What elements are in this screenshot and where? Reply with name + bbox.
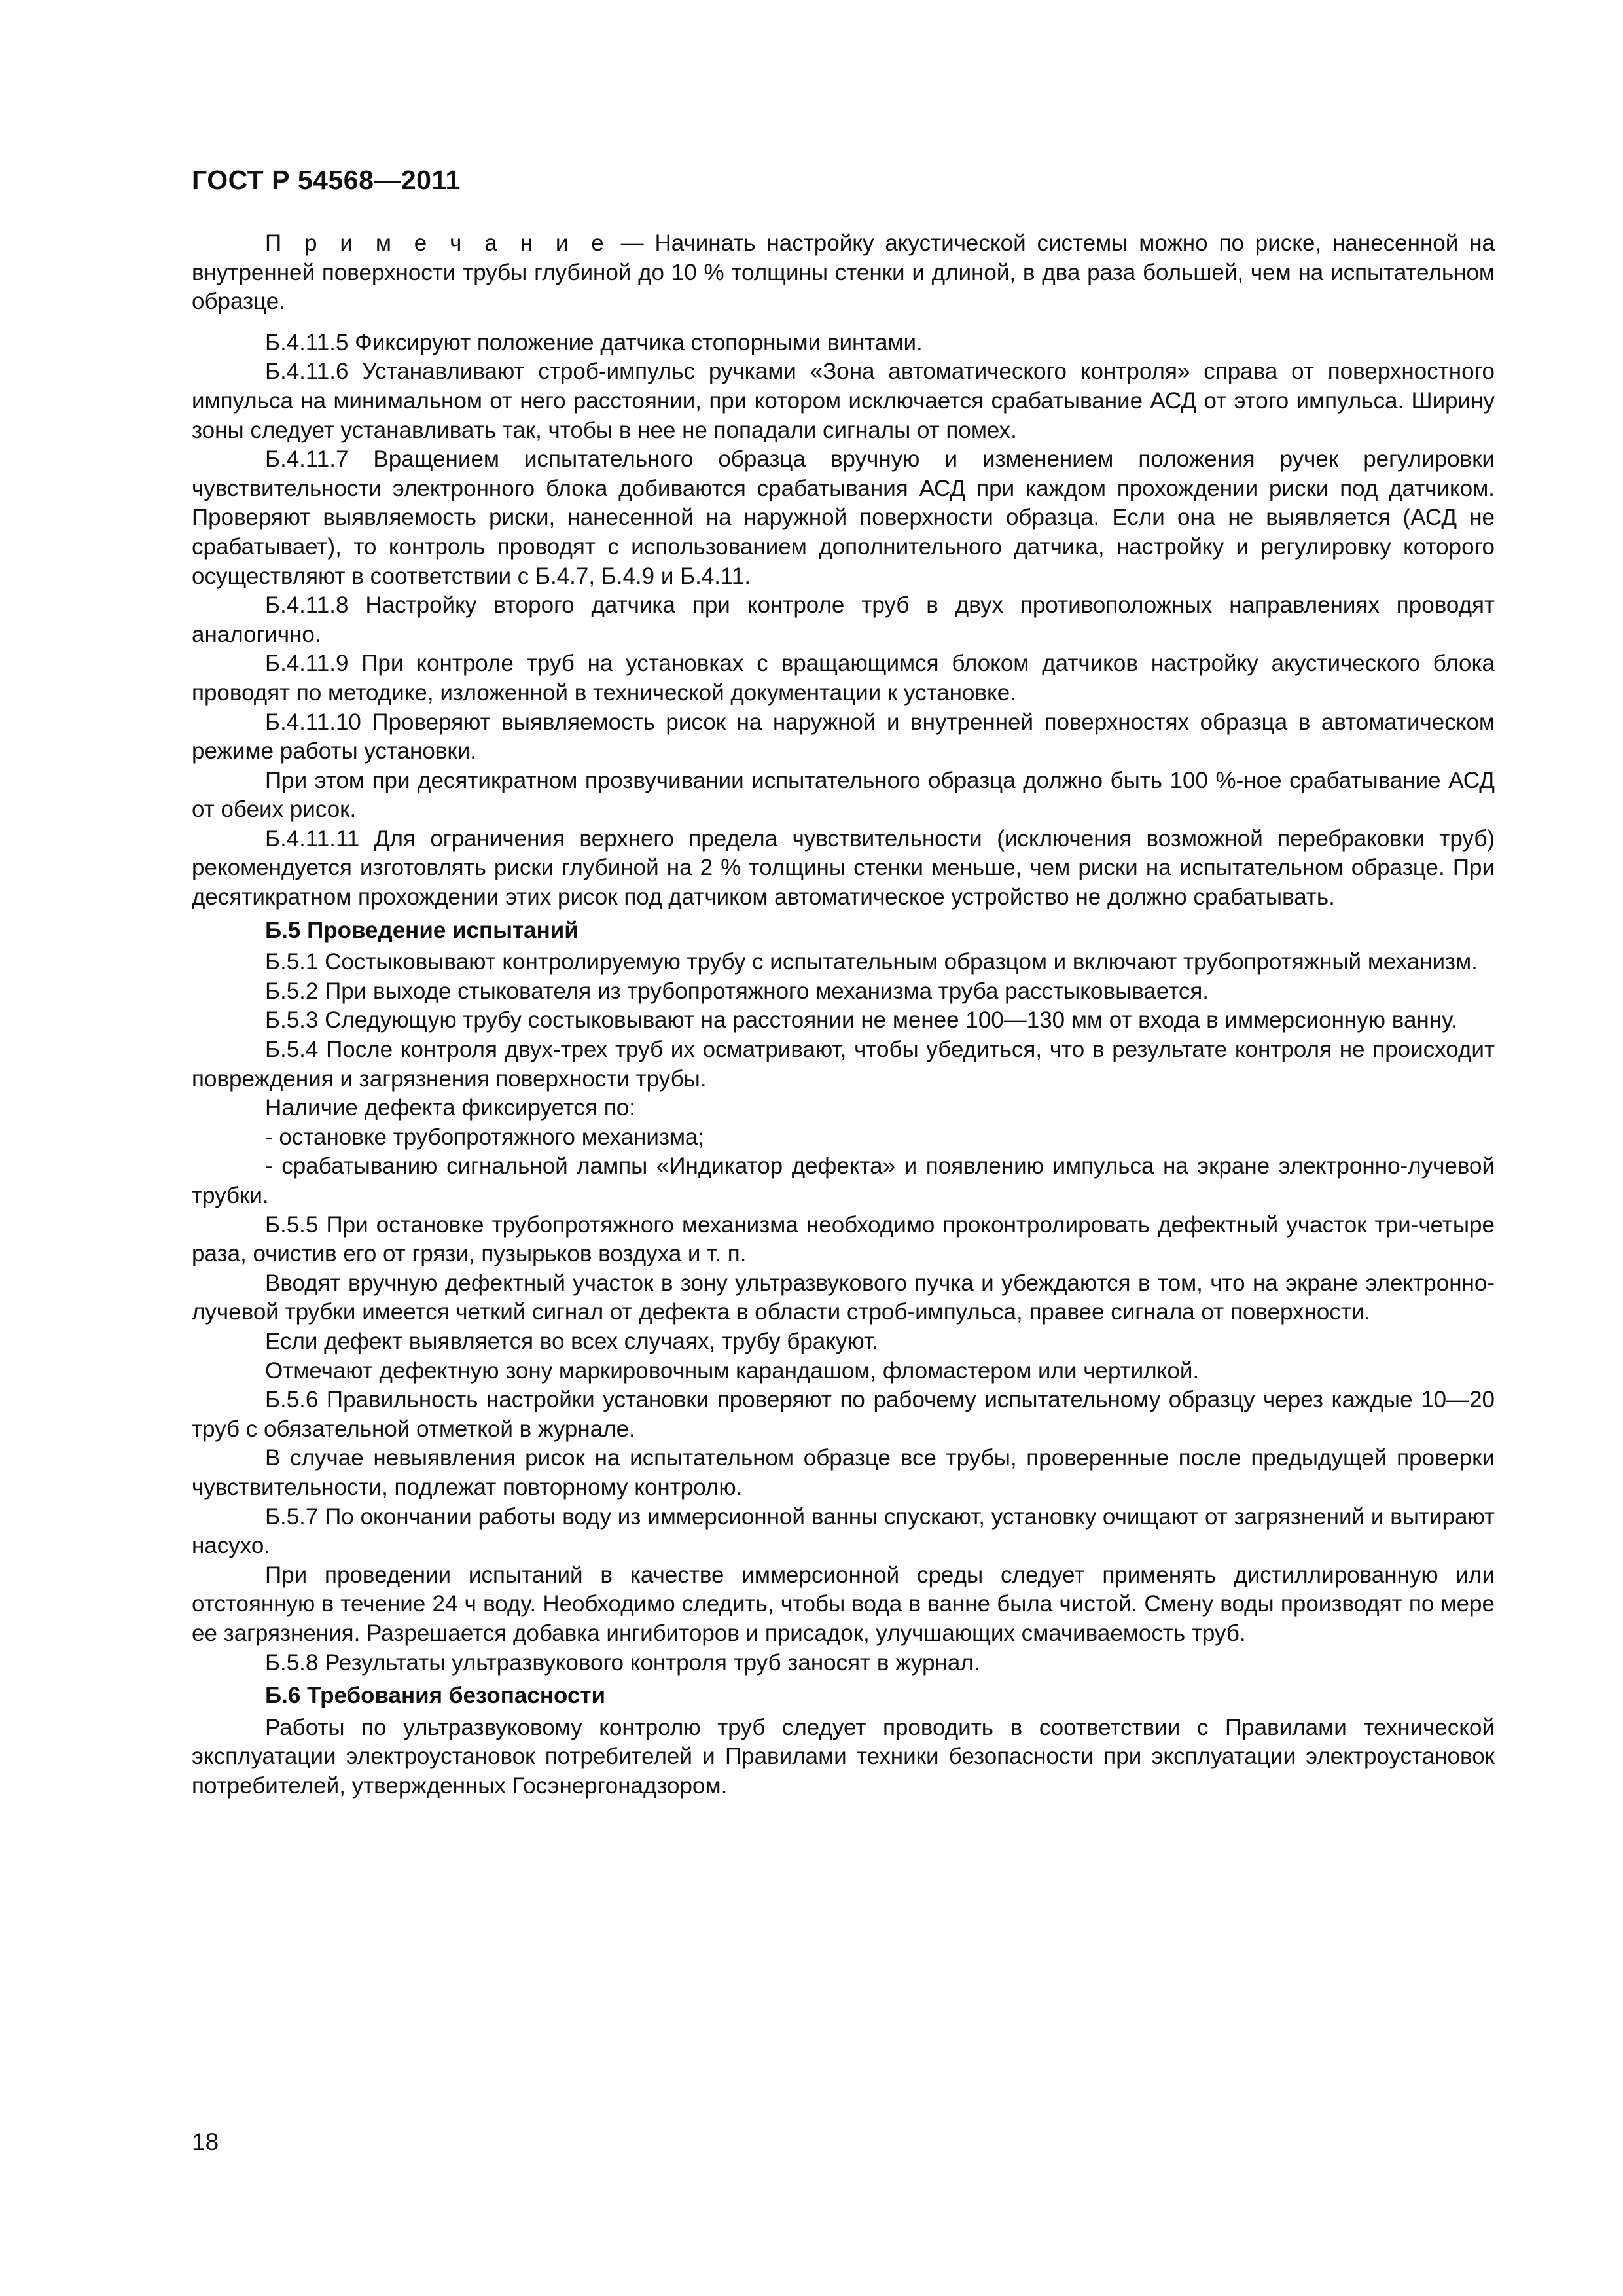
- document-header: ГОСТ Р 54568—2011: [192, 165, 461, 195]
- paragraph-b4-11-7: Б.4.11.7 Вращением испытательного образца вручную и изменением положения ручек регулировки чувствительности электронного блока добиваются срабатывания АСД при каждом прохождении риски под датчиком. Проверяют выявляемость риски, нанесенной на наружной поверхности образца. Если она не выявляется (АСД не срабатывает), то контроль проводят с использованием дополнительного датчика, настройку и регулировку которого осуществляют в соответствии с Б.4.7, Б.4.9 и Б.4.11.: [192, 446, 1495, 589]
- note-text: — Начинать настройку акустической системы можно по риске, нанесенной на внутренней поверхности трубы глубиной до 10 % толщины стенки и длиной, в два раза большей, чем на испытательном образце.: [192, 230, 1495, 315]
- section-heading-b5: Б.5 Проведение испытаний: [265, 917, 579, 943]
- paragraph-b5-5: Б.5.5 При остановке трубопротяжного механизма необходимо проконтролировать дефектный участок три-четыре раза, очистив его от грязи, пузырьков воздуха и т. п.: [192, 1211, 1495, 1267]
- paragraph-b4-11-10: Б.4.11.10 Проверяют выявляемость рисок на наружной и внутренней поверхностях образца в автоматическом режиме работы установки.: [192, 709, 1495, 764]
- paragraph-b4-11-10-cont: При этом при десятикратном прозвучивании испытательного образца должно быть 100 %-ное срабатывание АСД от обеих рисок.: [192, 767, 1495, 823]
- paragraph-b6: Работы по ультразвуковому контролю труб следует проводить в соответствии с Правилами технической эксплуатации электроустановок потребителей и Правилами техники безопасности при эксплуатации электроустановок потребителей, утвержденных Госэнергонадзором.: [192, 1714, 1495, 1799]
- page-number: 18: [192, 2128, 219, 2155]
- paragraph-b5-5-mark: Отмечают дефектную зону маркировочным карандашом, фломастером или чертилкой.: [265, 1357, 1200, 1384]
- paragraph-b5-7: Б.5.7 По окончании работы воду из иммерсионной ванны спускают, установку очищают от загрязнений и вытирают насухо.: [192, 1503, 1495, 1559]
- paragraph-b5-1: Б.5.1 Состыковывают контролируемую трубу с испытательным образцом и включают трубопротяжный механизм.: [265, 949, 1478, 975]
- note-label: П р и м е ч а н и е: [265, 230, 610, 256]
- paragraph-b5-2: Б.5.2 При выходе стыкователя из трубопротяжного механизма труба расстыковывается.: [265, 978, 1209, 1004]
- paragraph-b5-4-defect-intro: Наличие дефекта фиксируется по:: [265, 1095, 635, 1121]
- document-body: [192, 229, 1495, 1801]
- list-item-lamp: - срабатыванию сигнальной лампы «Индикатор дефекта» и появлению импульса на экране электронно-лучевой трубки.: [192, 1153, 1495, 1208]
- list-item-stop: - остановке трубопротяжного механизма;: [265, 1124, 705, 1150]
- paragraph-b4-11-5: Б.4.11.5 Фиксируют положение датчика стопорными винтами.: [265, 329, 923, 355]
- paragraph-b4-11-8: Б.4.11.8 Настройку второго датчика при контроле труб в двух противоположных направлениях проводят аналогично.: [192, 592, 1495, 647]
- paragraph-b4-11-9: Б.4.11.9 При контроле труб на установках с вращающимся блоком датчиков настройку акустического блока проводят по методике, изложенной в технической документации к установке.: [192, 651, 1495, 706]
- note-paragraph: [192, 229, 1495, 317]
- paragraph-b5-6-recheck: В случае невыявления рисок на испытательном образце все трубы, проверенные после предыдущей проверки чувствительности, подлежат повторному контролю.: [192, 1445, 1495, 1500]
- paragraph-b5-5-manual: Вводят вручную дефектный участок в зону ультразвукового пучка и убеждаются в том, что на экране электронно-лучевой трубки имеется четкий сигнал от дефекта в области строб-импульса, правее сигнала от поверхности.: [192, 1270, 1495, 1325]
- paragraph-b5-7-water: При проведении испытаний в качестве иммерсионной среды следует применять дистиллированную или отстоянную в течение 24 ч воду. Необходимо следить, чтобы вода в ванне была чистой. Смену воды производят по мере ее загрязнения. Разрешается добавка ингибиторов и присадок, улучшающих смачиваемость труб.: [192, 1562, 1495, 1646]
- paragraph-b5-5-reject: Если дефект выявляется во всех случаях, трубу бракуют.: [265, 1328, 878, 1354]
- paragraph-b5-3: Б.5.3 Следующую трубу состыковывают на расстоянии не менее 100—130 мм от входа в иммерсионную ванну.: [265, 1007, 1457, 1033]
- paragraph-b4-11-11: Б.4.11.11 Для ограничения верхнего предела чувствительности (исключения возможной перебраковки труб) рекомендуется изготовлять риски глубиной на 2 % толщины стенки меньше, чем риски на испытательном образце. При десятикратном прохождении этих рисок под датчиком автоматическое устройство не должно срабатывать.: [192, 825, 1495, 910]
- paragraph-b5-8: Б.5.8 Результаты ультразвукового контроля труб заносят в журнал.: [265, 1649, 980, 1676]
- paragraph-b5-4: Б.5.4 После контроля двух-трех труб их осматривают, чтобы убедиться, что в результате контроля не происходит повреждения и загрязнения поверхности трубы.: [192, 1037, 1495, 1092]
- section-heading-b6: Б.6 Требования безопасности: [265, 1683, 606, 1709]
- paragraph-b4-11-6: Б.4.11.6 Устанавливают строб-импульс ручками «Зона автоматического контроля» справа от поверхностного импульса на минимальном от него расстоянии, при котором исключается срабатывание АСД от этого импульса. Ширину зоны следует устанавливать так, чтобы в нее не попадали сигналы от помех.: [192, 359, 1495, 443]
- paragraph-b5-6: Б.5.6 Правильность настройки установки проверяют по рабочему испытательному образцу через каждые 10—20 труб с обязательной отметкой в журнале.: [192, 1387, 1495, 1442]
